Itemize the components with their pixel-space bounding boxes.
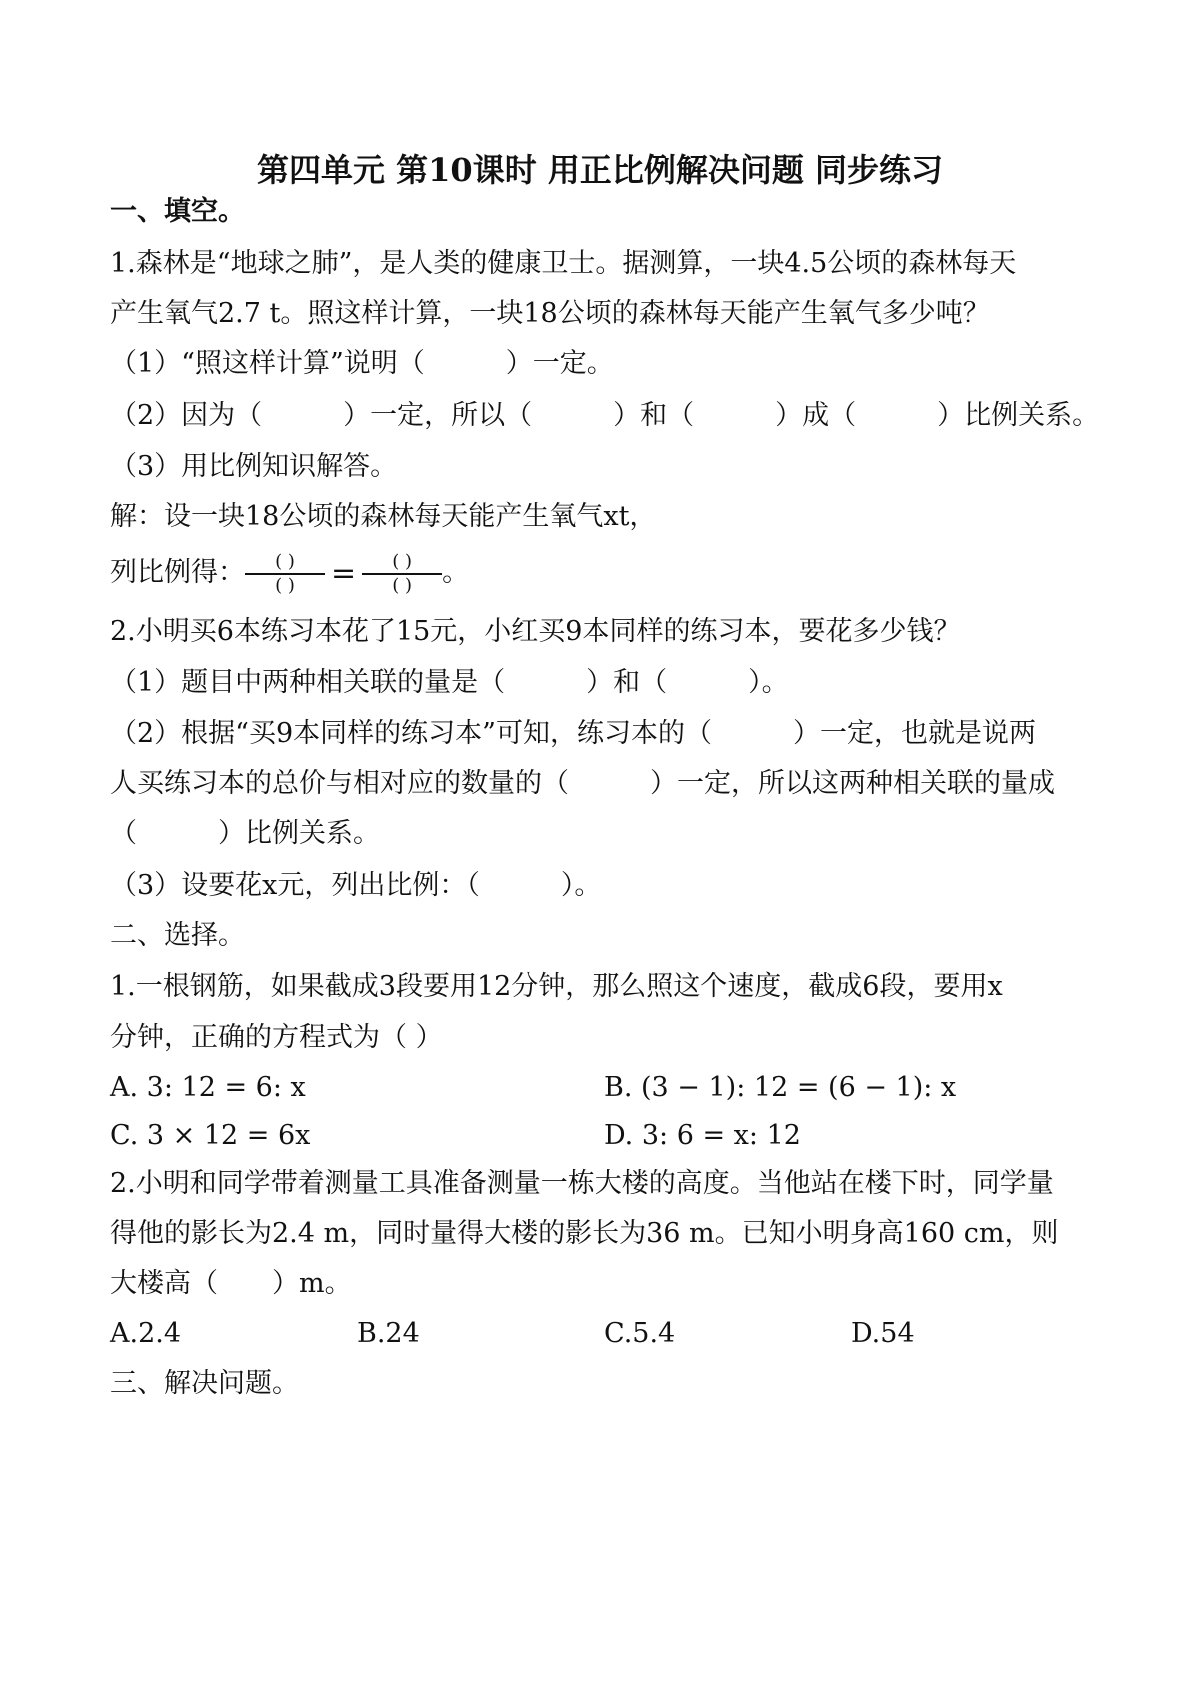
q1-text-line1: 1.森林是“地球之肺”，是人类的健康卫士。据测算，一块4.5公顷的森林每天 [110, 248, 1017, 279]
fraction-left [245, 551, 325, 597]
fraction-right-numerator-blank: ( ) [362, 551, 442, 575]
fraction-left-numerator-blank: ( ) [245, 551, 325, 575]
equals-sign: = [331, 555, 357, 591]
q2-sub2-line3: （ ）比例关系。 [110, 818, 380, 849]
s2-q2-option-c: C.5.4 [604, 1318, 676, 1349]
s2-q2-option-a: A.2.4 [110, 1318, 182, 1349]
s2-q1-line2: 分钟，正确的方程式为（ ） [110, 1022, 443, 1053]
q1-solve: 解：设一块18公顷的森林每天能产生氧气xt， [110, 501, 657, 532]
q2-sub2-line2: 人买练习本的总价与相对应的数量的（ ）一定，所以这两种相关联的量成 [110, 768, 1055, 799]
s2-q1-line1: 1.一根钢筋，如果截成3段要用12分钟，那么照这个速度，截成6段，要用x [110, 971, 1003, 1002]
section2-heading: 二、选择。 [110, 920, 245, 951]
page-title: 第四单元 第10课时 用正比例解决问题 同步练习 [257, 151, 943, 189]
q1-proportion [110, 548, 469, 599]
s2-q2-option-d: D.54 [851, 1318, 915, 1349]
q1-sub3: （3）用比例知识解答。 [110, 451, 398, 482]
s2-q2-line3: 大楼高（ ）m。 [110, 1268, 352, 1299]
s2-q2-line2: 得他的影长为2.4 m，同时量得大楼的影长为36 m。已知小明身高160 cm，则 [110, 1218, 1059, 1249]
s2-q1-option-b: B. (3 − 1): 12 = (6 − 1): x [604, 1072, 957, 1103]
s2-q1-option-c: C. 3 × 12 = 6x [110, 1120, 311, 1151]
fraction-right-denominator-blank: ( ) [392, 574, 413, 596]
q2-sub1: （1）题目中两种相关联的量是（ ）和（ ）。 [110, 667, 789, 698]
s2-q1-option-d: D. 3: 6 = x: 12 [604, 1120, 801, 1151]
q2-sub3: （3）设要花x元，列出比例：（ ）。 [110, 870, 602, 901]
s2-q2-line1: 2.小明和同学带着测量工具准备测量一栋大楼的高度。当他站在楼下时，同学量 [110, 1168, 1054, 1199]
q1-sub2: （2）因为（ ）一定，所以（ ）和（ ）成（ ）比例关系。 [110, 400, 1100, 431]
section3-heading: 三、解决问题。 [110, 1368, 299, 1399]
q1-sub1: （1）“照这样计算”说明（ ）一定。 [110, 348, 614, 379]
proportion-label: 列比例得： [110, 557, 245, 588]
q2-text-line1: 2.小明买6本练习本花了15元，小红买9本同样的练习本，要花多少钱？ [110, 616, 961, 647]
fraction-right [362, 551, 442, 597]
s2-q2-option-b: B.24 [357, 1318, 420, 1349]
q2-sub2-line1: （2）根据“买9本同样的练习本”可知，练习本的（ ）一定，也就是说两 [110, 718, 1036, 749]
section1-heading: 一、填空。 [110, 196, 245, 227]
q1-text-line2: 产生氧气2.7 t。照这样计算，一块18公顷的森林每天能产生氧气多少吨？ [110, 298, 990, 329]
s2-q1-option-a: A. 3: 12 = 6: x [110, 1072, 306, 1103]
proportion-period: 。 [442, 557, 470, 588]
fraction-left-denominator-blank: ( ) [275, 574, 295, 596]
